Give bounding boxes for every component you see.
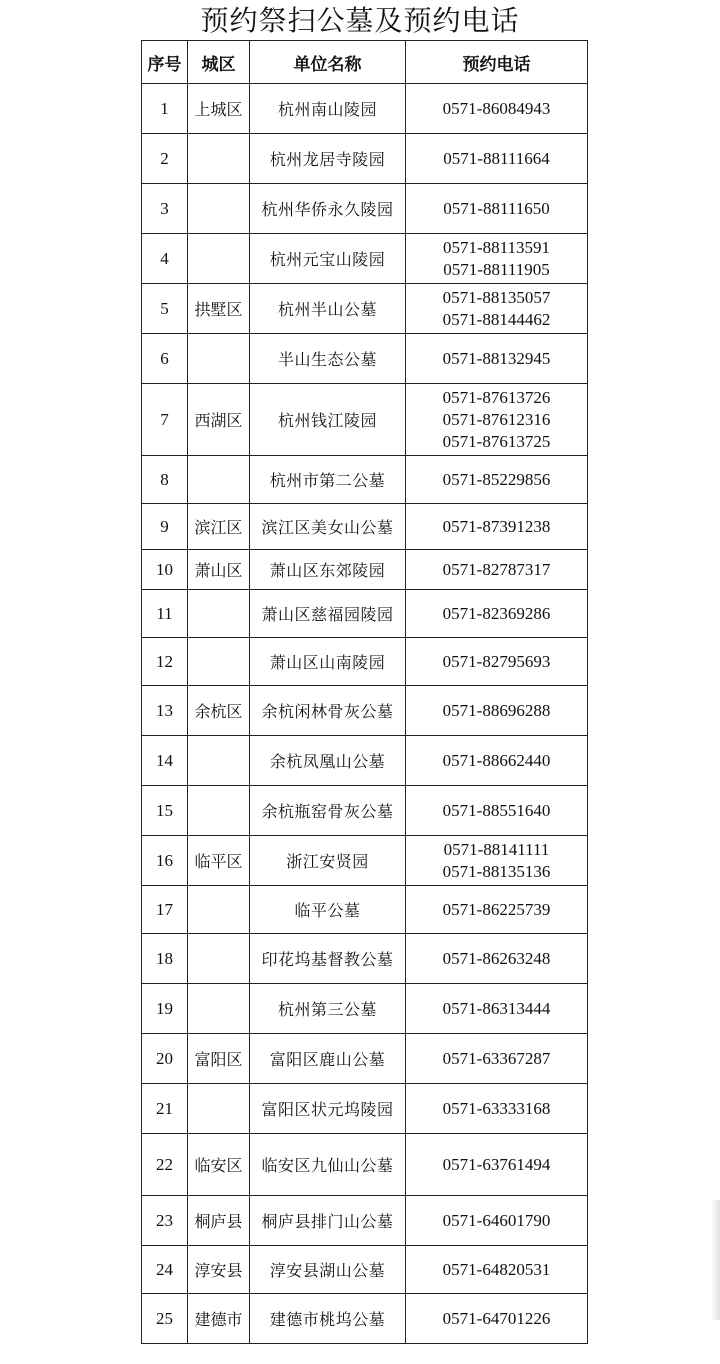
- table-row: [142, 384, 588, 456]
- cell-district: 萧山区: [188, 550, 250, 590]
- cell-phone: [406, 886, 588, 934]
- phone-number: 0571-63333168: [442, 1098, 551, 1118]
- cell-unit-name: 富阳区状元坞陵园: [250, 1084, 406, 1134]
- phone-number: 0571-86225739: [442, 899, 551, 919]
- cell-unit-name: 富阳区鹿山公墓: [250, 1034, 406, 1084]
- table-row: [142, 786, 588, 836]
- cell-district: 临安区: [188, 1134, 250, 1196]
- table-row: [142, 686, 588, 736]
- cell-district: 富阳区: [188, 1034, 250, 1084]
- cell-phone: [406, 786, 588, 836]
- cell-no: 8: [142, 456, 188, 504]
- cell-no: 10: [142, 550, 188, 590]
- phone-number: 0571-86313444: [442, 998, 551, 1018]
- phone-number: 0571-88113591: [442, 237, 551, 257]
- table-row: [142, 984, 588, 1034]
- cell-unit-name: 萧山区慈福园陵园: [250, 590, 406, 638]
- cell-district: 淳安县: [188, 1246, 250, 1294]
- header-district: 城区: [188, 41, 250, 84]
- header-phone: 预约电话: [406, 41, 588, 84]
- table-row: [142, 334, 588, 384]
- cell-no: 9: [142, 504, 188, 550]
- cell-no: 13: [142, 686, 188, 736]
- phone-number: 0571-82795693: [442, 651, 551, 671]
- phone-number: 0571-86263248: [442, 948, 551, 968]
- phone-number: 0571-88111664: [443, 148, 550, 168]
- cell-phone: [406, 1294, 588, 1344]
- cell-no: 17: [142, 886, 188, 934]
- cell-unit-name: 萧山区山南陵园: [250, 638, 406, 686]
- cell-unit-name: 余杭凤凰山公墓: [250, 736, 406, 786]
- phone-number: 0571-63367287: [442, 1048, 551, 1068]
- header-unit: 单位名称: [250, 41, 406, 84]
- cell-district: 拱墅区: [188, 284, 250, 334]
- phone-number: 0571-86084943: [442, 98, 551, 118]
- cell-district: [188, 934, 250, 984]
- cell-phone: [406, 984, 588, 1034]
- cell-district: [188, 456, 250, 504]
- cell-unit-name: 浙江安贤园: [250, 836, 406, 886]
- table-header-row: [142, 41, 588, 84]
- table-row: [142, 550, 588, 590]
- phone-number: 0571-88132945: [442, 348, 551, 368]
- table-row: [142, 1084, 588, 1134]
- watermark-edge: [710, 1200, 720, 1320]
- cell-district: 桐庐县: [188, 1196, 250, 1246]
- cell-phone: [406, 456, 588, 504]
- cell-no: 3: [142, 184, 188, 234]
- cell-phone: [406, 84, 588, 134]
- cell-no: 16: [142, 836, 188, 886]
- cell-unit-name: 建德市桃坞公墓: [250, 1294, 406, 1344]
- phone-number: 0571-87613725: [442, 431, 551, 451]
- cell-unit-name: 杭州市第二公墓: [250, 456, 406, 504]
- cell-district: [188, 334, 250, 384]
- cell-unit-name: 杭州钱江陵园: [250, 384, 406, 456]
- cell-no: 7: [142, 384, 188, 456]
- cell-phone: [406, 836, 588, 886]
- cell-phone: [406, 638, 588, 686]
- cell-no: 6: [142, 334, 188, 384]
- cell-district: 西湖区: [188, 384, 250, 456]
- table-row: [142, 934, 588, 984]
- cell-phone: [406, 1196, 588, 1246]
- cell-unit-name: 桐庐县排门山公墓: [250, 1196, 406, 1246]
- table-row: [142, 184, 588, 234]
- table-row: [142, 234, 588, 284]
- table-row: [142, 1294, 588, 1344]
- cell-no: 1: [142, 84, 188, 134]
- cell-phone: [406, 736, 588, 786]
- table-row: [142, 836, 588, 886]
- cemetery-table: [141, 40, 588, 1344]
- cell-district: [188, 786, 250, 836]
- phone-number: 0571-88662440: [442, 750, 551, 770]
- table-row: [142, 1196, 588, 1246]
- phone-number: 0571-88144462: [442, 309, 551, 329]
- cell-district: 上城区: [188, 84, 250, 134]
- phone-number: 0571-88551640: [442, 800, 551, 820]
- cell-no: 11: [142, 590, 188, 638]
- page-title: 预约祭扫公墓及预约电话: [200, 4, 520, 37]
- cell-district: 余杭区: [188, 686, 250, 736]
- table-row: [142, 590, 588, 638]
- cell-phone: [406, 334, 588, 384]
- phone-number: 0571-88135057: [442, 287, 551, 307]
- cell-phone: [406, 384, 588, 456]
- cell-no: 21: [142, 1084, 188, 1134]
- cell-unit-name: 余杭闲林骨灰公墓: [250, 686, 406, 736]
- cell-phone: [406, 1084, 588, 1134]
- cell-district: [188, 638, 250, 686]
- table-row: [142, 1246, 588, 1294]
- cell-unit-name: 杭州龙居寺陵园: [250, 134, 406, 184]
- cell-unit-name: 临安区九仙山公墓: [250, 1134, 406, 1196]
- cell-district: [188, 736, 250, 786]
- cell-no: 2: [142, 134, 188, 184]
- phone-number: 0571-82369286: [442, 603, 551, 623]
- cell-phone: [406, 590, 588, 638]
- table-row: [142, 1034, 588, 1084]
- cell-district: 临平区: [188, 836, 250, 886]
- phone-number: 0571-88696288: [442, 700, 551, 720]
- phone-number: 0571-87612316: [442, 409, 551, 429]
- table-row: [142, 134, 588, 184]
- cell-phone: [406, 284, 588, 334]
- table-row: [142, 456, 588, 504]
- cell-unit-name: 淳安县湖山公墓: [250, 1246, 406, 1294]
- cell-unit-name: 杭州华侨永久陵园: [250, 184, 406, 234]
- cell-unit-name: 滨江区美女山公墓: [250, 504, 406, 550]
- table-row: [142, 504, 588, 550]
- cell-no: 25: [142, 1294, 188, 1344]
- cell-phone: [406, 1034, 588, 1084]
- cell-unit-name: 杭州元宝山陵园: [250, 234, 406, 284]
- phone-number: 0571-88141111: [443, 839, 550, 859]
- cell-district: 建德市: [188, 1294, 250, 1344]
- cell-phone: [406, 234, 588, 284]
- cell-district: [188, 590, 250, 638]
- phone-number: 0571-64601790: [442, 1210, 551, 1230]
- cell-no: 15: [142, 786, 188, 836]
- cell-no: 19: [142, 984, 188, 1034]
- cell-unit-name: 杭州第三公墓: [250, 984, 406, 1034]
- table-row: [142, 638, 588, 686]
- cell-no: 4: [142, 234, 188, 284]
- table-row: [142, 284, 588, 334]
- table-row: [142, 84, 588, 134]
- cell-no: 12: [142, 638, 188, 686]
- cell-no: 22: [142, 1134, 188, 1196]
- cell-unit-name: 余杭瓶窑骨灰公墓: [250, 786, 406, 836]
- cell-no: 20: [142, 1034, 188, 1084]
- cell-phone: [406, 184, 588, 234]
- cell-phone: [406, 550, 588, 590]
- table-body: [142, 84, 588, 1344]
- phone-number: 0571-88111650: [443, 198, 550, 218]
- cell-phone: [406, 1246, 588, 1294]
- phone-number: 0571-85229856: [442, 469, 551, 489]
- cell-unit-name: 半山生态公墓: [250, 334, 406, 384]
- cell-unit-name: 萧山区东郊陵园: [250, 550, 406, 590]
- cell-no: 23: [142, 1196, 188, 1246]
- cell-district: [188, 984, 250, 1034]
- cell-unit-name: 杭州南山陵园: [250, 84, 406, 134]
- cell-phone: [406, 934, 588, 984]
- cell-phone: [406, 686, 588, 736]
- cell-phone: [406, 504, 588, 550]
- table-row: [142, 1134, 588, 1196]
- cell-district: [188, 134, 250, 184]
- phone-number: 0571-87391238: [442, 516, 551, 536]
- cell-district: [188, 184, 250, 234]
- phone-number: 0571-64820531: [442, 1259, 551, 1279]
- cell-unit-name: 临平公墓: [250, 886, 406, 934]
- cell-no: 5: [142, 284, 188, 334]
- cell-phone: [406, 134, 588, 184]
- cell-unit-name: 印花坞基督教公墓: [250, 934, 406, 984]
- cell-no: 24: [142, 1246, 188, 1294]
- header-no: 序号: [142, 41, 188, 84]
- cell-district: 滨江区: [188, 504, 250, 550]
- cell-phone: [406, 1134, 588, 1196]
- cell-district: [188, 234, 250, 284]
- phone-number: 0571-63761494: [442, 1154, 551, 1174]
- phone-number: 0571-88135136: [442, 861, 551, 881]
- phone-number: 0571-82787317: [442, 559, 551, 579]
- cell-unit-name: 杭州半山公墓: [250, 284, 406, 334]
- cell-no: 14: [142, 736, 188, 786]
- cell-no: 18: [142, 934, 188, 984]
- table-row: [142, 886, 588, 934]
- phone-number: 0571-88111905: [443, 259, 550, 279]
- phone-number: 0571-87613726: [442, 387, 551, 407]
- table-row: [142, 736, 588, 786]
- cell-district: [188, 886, 250, 934]
- cell-district: [188, 1084, 250, 1134]
- phone-number: 0571-64701226: [442, 1308, 551, 1328]
